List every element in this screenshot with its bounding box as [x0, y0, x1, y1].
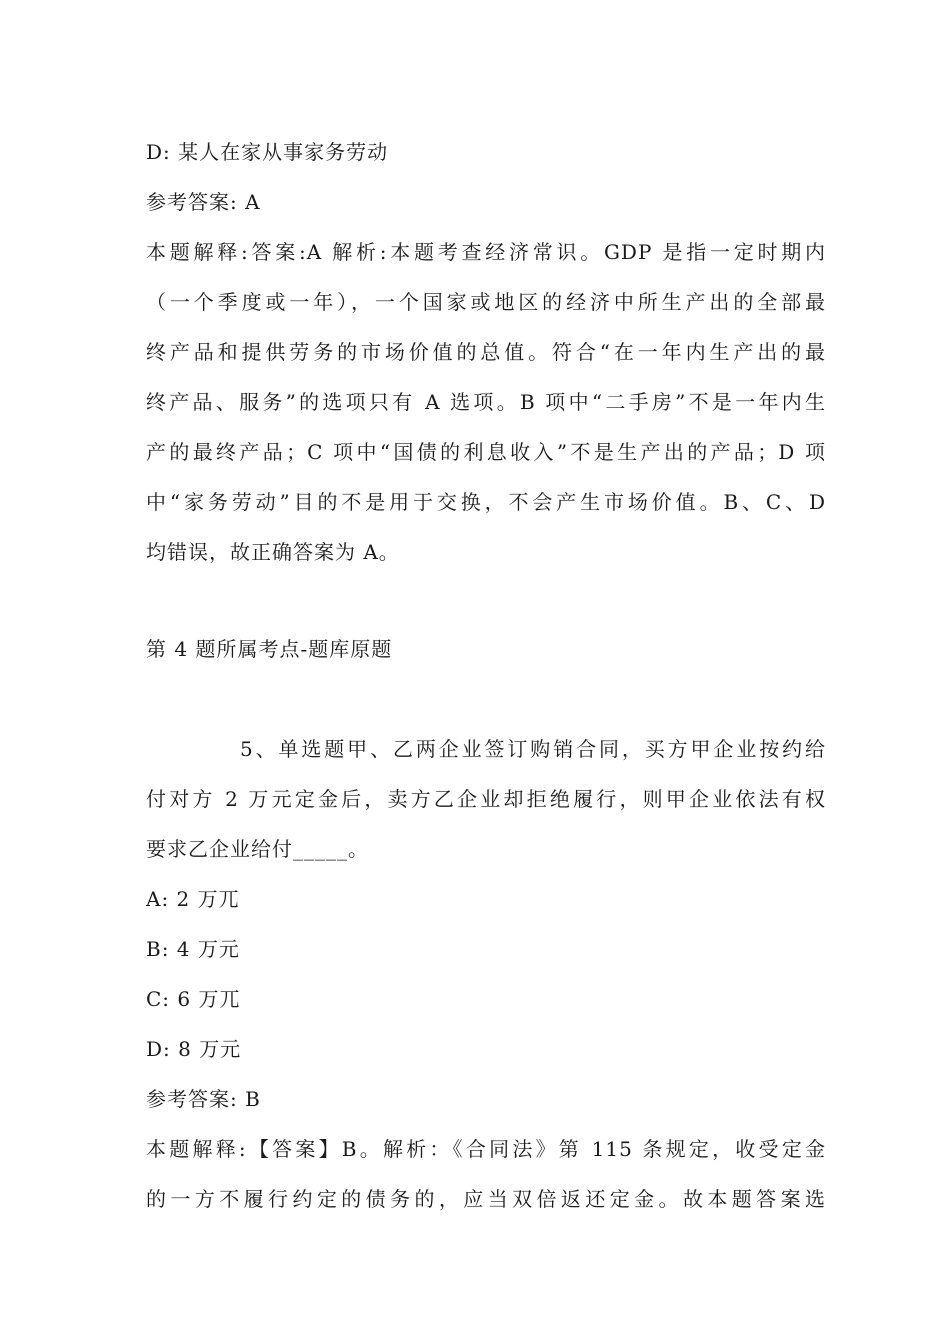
q4-explanation-line: （一个季度或一年），一个国家或地区的经济中所生产出的全部最 [146, 290, 826, 314]
q4-option-d: D: 某人在家从事家务劳动 [146, 140, 389, 164]
q5-option-a: A: 2 万兀 [146, 887, 240, 911]
q4-explanation-line: 产的最终产品；C 项中“国债的利息收入”不是生产出的产品；D 项 [146, 440, 826, 464]
q5-explanation-line: 的一方不履行约定的债务的，应当双倍返还定金。故本题答案选 [146, 1187, 826, 1211]
q4-explanation-line: 终产品和提供劳务的市场价值的总值。符合“在一年内生产出的最 [146, 340, 826, 364]
q5-option-b: B: 4 万元 [146, 937, 240, 961]
q4-explanation-line: 终产品、服务”的选项只有 A 选项。B 项中“二手房”不是一年内生 [146, 390, 826, 414]
q5-question-line: 付对方 2 万元定金后，卖方乙企业却拒绝履行，则甲企业依法有权 [146, 787, 826, 811]
q5-explanation-line: 本题解释:【答案】B。解析：《合同法》第 115 条规定，收受定金 [146, 1137, 826, 1161]
q5-question-line: 5、单选题甲、乙两企业签订购销合同，买方甲企业按约给 [240, 737, 826, 761]
q4-answer: 参考答案: A [146, 190, 261, 214]
q4-explanation-line: 本题解释:答案:A 解析:本题考查经济常识。GDP 是指一定时期内 [146, 240, 826, 264]
q5-answer: 参考答案: B [146, 1087, 261, 1111]
q4-explanation-line: 均错误，故正确答案为 A。 [146, 540, 400, 564]
q5-option-d: D: 8 万元 [146, 1037, 242, 1061]
q4-explanation-line: 中“家务劳动”目的不是用于交换，不会产生市场价值。B、C、D [146, 490, 826, 514]
q5-option-c: C: 6 万兀 [146, 987, 241, 1011]
q5-question-line: 要求乙企业给付_____。 [146, 837, 369, 861]
q4-topic: 第 4 题所属考点-题库原题 [146, 637, 393, 661]
